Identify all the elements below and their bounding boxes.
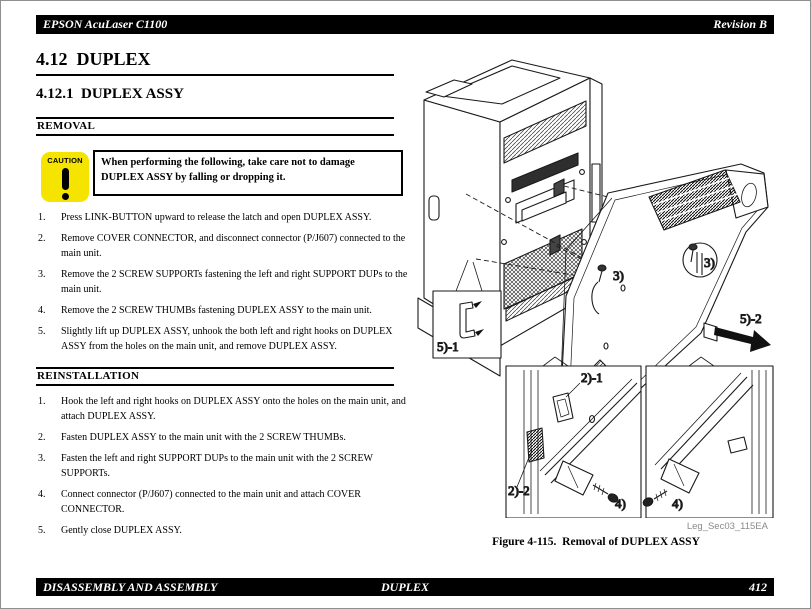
exclamation-icon [62, 168, 69, 190]
label-cover-connector: 2)-1 [581, 370, 603, 385]
reinstallation-step [38, 394, 410, 424]
step-number: 2. [38, 233, 46, 244]
step-text: Hook the left and right hooks on DUPLEX ASSY onto the holes on the main unit, and attach DUPLEX ASSY. [61, 396, 406, 422]
page-header-bar [36, 15, 774, 34]
label-thumbscrew-left: 4) [615, 496, 626, 511]
label-remove-direction: 5)-2 [740, 311, 762, 326]
step-text: Remove the 2 SCREW SUPPORTs fastening the left and right SUPPORT DUPs to the main unit. [61, 269, 408, 295]
step-number: 3. [38, 269, 46, 280]
reinstallation-heading: REINSTALLATION [36, 367, 394, 386]
exclamation-dot-icon [62, 193, 69, 200]
step-text: Fasten the left and right SUPPORT DUPs to the main unit with the 2 SCREW SUPPORTs. [61, 453, 373, 479]
step-text: Connect connector (P/J607) connected to the main unit and attach COVER CONNECTOR. [61, 489, 361, 515]
step-text: Gently close DUPLEX ASSY. [61, 525, 182, 536]
step-number: 3. [38, 453, 46, 464]
reinstallation-step [38, 430, 410, 445]
section-title: 4.12 DUPLEX [36, 49, 151, 69]
step-text: Slightly lift up DUPLEX ASSY, unhook the both left and right hooks on DUPLEX ASSY from the holes on the main unit, and remove DUPLEX ASSY. [61, 326, 393, 352]
step-text: Fasten DUPLEX ASSY to the main unit with the 2 SCREW THUMBs. [61, 432, 346, 443]
step-text: Press LINK-BUTTON upward to release the latch and open DUPLEX ASSY. [61, 212, 372, 223]
reinstallation-steps [38, 394, 410, 544]
figure-illustration [416, 46, 811, 518]
removal-step [38, 231, 410, 261]
subsection-title: 4.12.1 DUPLEX ASSY [36, 86, 184, 102]
step-number: 5. [38, 525, 46, 536]
caution-icon-label: CAUTION [47, 156, 83, 165]
reinstallation-step [38, 487, 410, 517]
caution-text-box: When performing the following, take care not to damage DUPLEX ASSY by falling or dropping it. [93, 150, 403, 196]
page-footer-bar [36, 578, 774, 596]
step-number: 2. [38, 432, 46, 443]
caution-icon [41, 152, 89, 202]
header-product-title: EPSON AcuLaser C1100 [43, 17, 168, 31]
removal-step [38, 324, 410, 354]
step-number: 4. [38, 305, 46, 316]
footer-page-number: 412 [749, 579, 767, 594]
label-screw-support-left: 3) [613, 268, 624, 283]
header-revision: Revision B [713, 17, 767, 31]
removal-step [38, 267, 410, 297]
reinstallation-step [38, 451, 410, 481]
step-number: 5. [38, 326, 46, 337]
figure-caption: Figure 4-115. Removal of DUPLEX ASSY [492, 536, 700, 548]
label-connector: 2)-2 [508, 483, 530, 498]
step-number: 4. [38, 489, 46, 500]
step-text: Remove COVER CONNECTOR, and disconnect connector (P/J607) connected to the main unit. [61, 233, 406, 259]
duplex-removal-diagram [416, 46, 811, 518]
step-text: Remove the 2 SCREW THUMBs fastening DUPLEX ASSY to the main unit. [61, 305, 372, 316]
label-hook-inset: 5)-1 [437, 339, 459, 354]
remove-direction-arrow [704, 323, 771, 352]
label-screw-support-callout: 3) [704, 255, 715, 270]
step-number: 1. [38, 212, 46, 223]
thumbscrew-detail-inset [642, 357, 773, 518]
figure-watermark: Leg_Sec03_115EA [686, 521, 768, 532]
removal-steps [38, 210, 410, 360]
reinstallation-step [38, 523, 410, 538]
section-title-rule [36, 74, 394, 76]
removal-step [38, 210, 410, 225]
footer-chapter: DISASSEMBLY AND ASSEMBLY [43, 579, 218, 594]
step-number: 1. [38, 396, 46, 407]
removal-step [38, 303, 410, 318]
removal-heading: REMOVAL [36, 117, 394, 136]
label-thumbscrew-right: 4) [672, 496, 683, 511]
footer-section: DUPLEX [381, 579, 429, 594]
